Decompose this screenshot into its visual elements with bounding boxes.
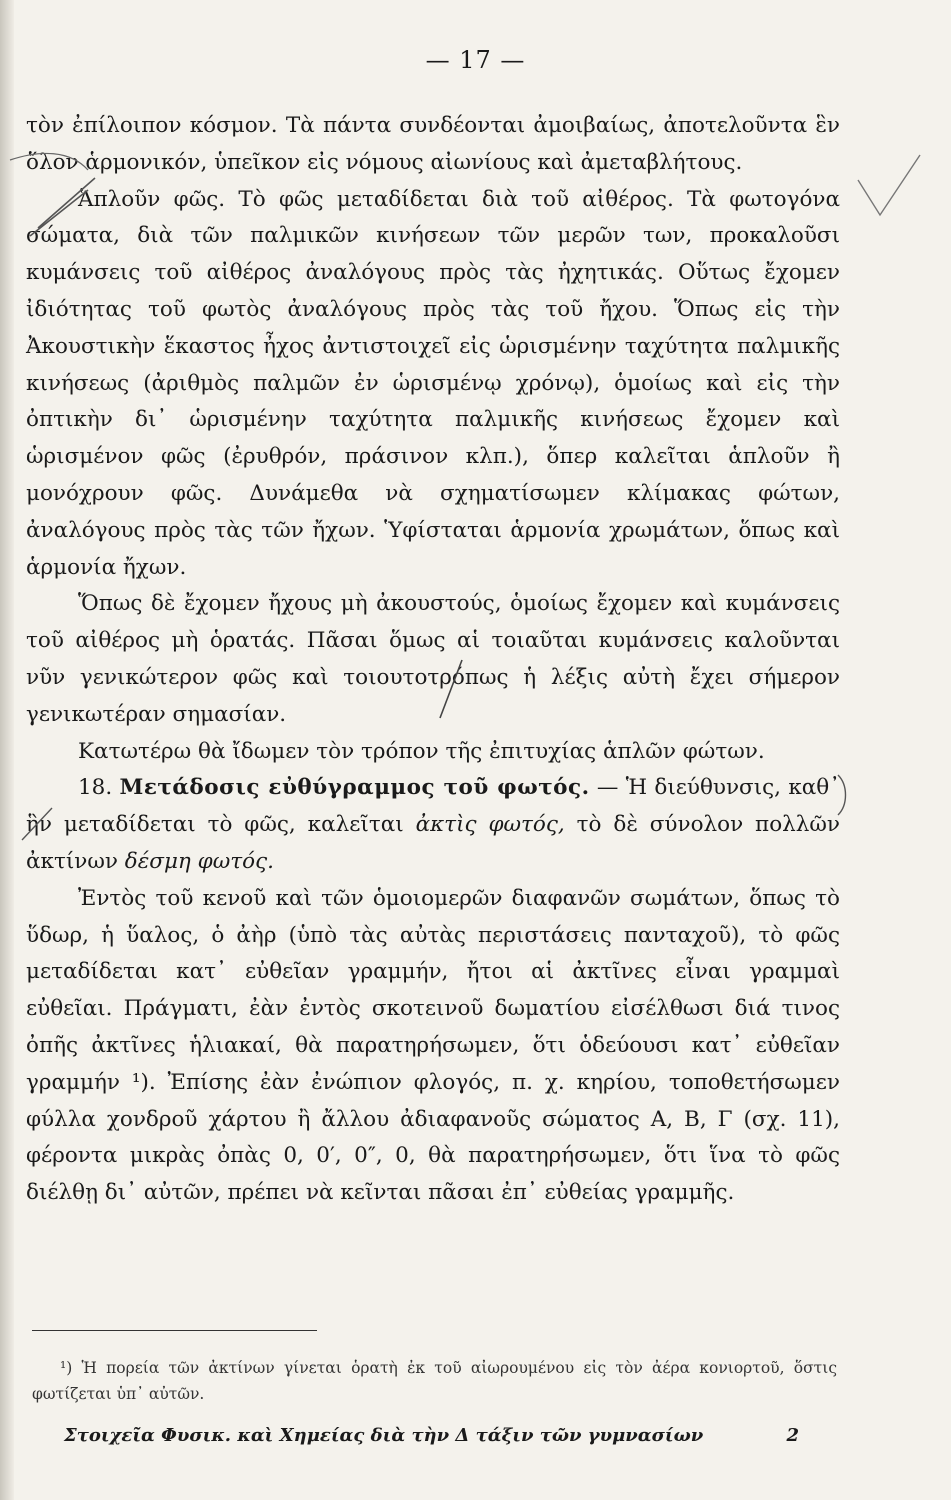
section-title: Μετάδοσις εὐθύγραμμος τοῦ φωτός. [119,775,590,801]
body-text [26,108,840,1212]
section-number: 18. [78,775,113,801]
section-18 [26,770,840,880]
paragraph-4: Κατωτέρω θὰ ἴδωμεν τὸν τρόπον τῆς ἐπιτυχίας ἁπλῶν φώτων. [78,738,765,764]
section-text-a: — Ἡ διεύθυνσις, καθ᾿ ἣν μεταδίδεται τὸ φῶς, καλεῖται [26,775,840,838]
footer-title: Στοιχεῖα Φυσικ. καὶ Χημείας διὰ τὴν Δ τάξιν τῶν γυμνασίων [64,1425,704,1446]
page-binding-edge [0,0,14,1500]
section-text-b: τὸ δὲ σύνολον πολλῶν ἀκτίνων [26,812,840,874]
term-ray: ἀκτὶς φωτός, [415,812,565,838]
term-beam: δέσμη φωτός. [124,848,274,874]
paragraph-1: τὸν ἐπίλοιπον κόσμον. Τὰ πάντα συνδέονται ἀμοιβαίως, ἀποτελοῦντα ἓν ὅλον ἁρμονικόν, ὑπεῖκον εἰς νόμους αἰωνίους καὶ ἀμεταβλήτους. [26,113,840,175]
footer [64,1425,799,1446]
paragraph-last: Ἐντὸς τοῦ κενοῦ καὶ τῶν ὁμοιομερῶν διαφανῶν σωμάτων, ὅπως τὸ ὕδωρ, ἡ ὕαλος, ὁ ἀὴρ (ὑπὸ τὰς αὐτὰς περιστάσεις πανταχοῦ), τὸ φῶς μεταδίδεται κατ᾿ εὐθεῖαν γραμμήν, ἤτοι αἱ ἀκτῖνες εἶναι γραμμαὶ εὐθεῖαι. Πράγματι, ἐὰν ἐντὸς σκοτεινοῦ δωματίου εἰσέλθωσι διά τινος ὀπῆς ἀκτῖνες ἡλιακαί, θὰ παρατηρήσωμεν, ὅτι ὁδεύουσι κατ᾿ εὐθεῖαν γραμμήν ¹). Ἐπίσης ἐὰν ἐνώπιον φλογός, π. χ. κηρίου, τοποθετήσωμεν φύλλα χονδροῦ χάρτου ἢ ἄλλου ἀδιαφανοῦς σώματος Α, Β, Γ (σχ. 11), φέροντα μικρὰς ὀπὰς 0, 0′, 0″, 0, θὰ παρατηρήσωμεν, ὅτι ἵνα τὸ φῶς διέλθῃ δι᾿ αὐτῶν, πρέπει νὰ κεῖνται πᾶσαι ἐπ᾿ εὐθείας γραμμῆς. [26,885,840,1206]
pencil-check-mark [858,155,920,215]
footnote: ¹) Ἡ πορεία τῶν ἀκτίνων γίνεται ὁρατὴ ἐκ τοῦ αἰωρουμένου εἰς τὸν ἀέρα κονιορτοῦ, ὅστις φωτίζεται ὑπ᾿ αὐτῶν. [32,1359,837,1403]
signature-mark: 2 [786,1425,799,1446]
paragraph-3: Ὅπως δὲ ἔχομεν ἤχους μὴ ἀκουστούς, ὁμοίως ἔχομεν καὶ κυμάνσεις τοῦ αἰθέρος μὴ ὁρατάς. Πᾶσαι ὅμως αἱ τοιαῦται κυμάνσεις καλοῦνται νῦν γενικώτερον φῶς καὶ τοιουτοτρόπως ἡ λέξις αὐτὴ ἔχει σήμερον γενικωτέραν σημασίαν. [26,591,840,727]
paragraph-2: Ἁπλοῦν φῶς. Τὸ φῶς μεταδίδεται διὰ τοῦ αἰθέρος. Τὰ φωτογόνα σώματα, διὰ τῶν παλμικῶν κινήσεων τῶν μερῶν των, προκαλοῦσι κυμάνσεις τοῦ αἰθέρος ἀναλόγους πρὸς τὰς ἠχητικάς. Οὕτως ἔχομεν ἰδιότητας τοῦ φωτὸς ἀναλόγους πρὸς τὰς τοῦ ἤχου. Ὅπως εἰς τὴν Ἀκουστικὴν ἕκαστος ἦχος ἀντιστοιχεῖ εἰς ὡρισμένην ταχύτητα παλμικῆς κινήσεως (ἀριθμὸς παλμῶν ἐν ὡρισμένῳ χρόνῳ), ὁμοίως καὶ εἰς τὴν ὀπτικὴν δι᾿ ὡρισμένην ταχύτητα παλμικῆς κινήσεως ἔχομεν καὶ ὡρισμένον φῶς (ἐρυθρόν, πράσινον κλπ.), ὅπερ καλεῖται ἁπλοῦν ἢ μονόχρουν φῶς. Δυνάμεθα νὰ σχηματίσωμεν κλίμακας φώτων, ἀναλόγους πρὸς τὰς τῶν ἤχων. Ὑφίσταται ἁρμονία χρωμάτων, ὅπως καὶ ἁρμονία ἤχων. [26,186,840,580]
footnote-divider [32,1330,317,1331]
page-number: — 17 — [425,46,526,74]
